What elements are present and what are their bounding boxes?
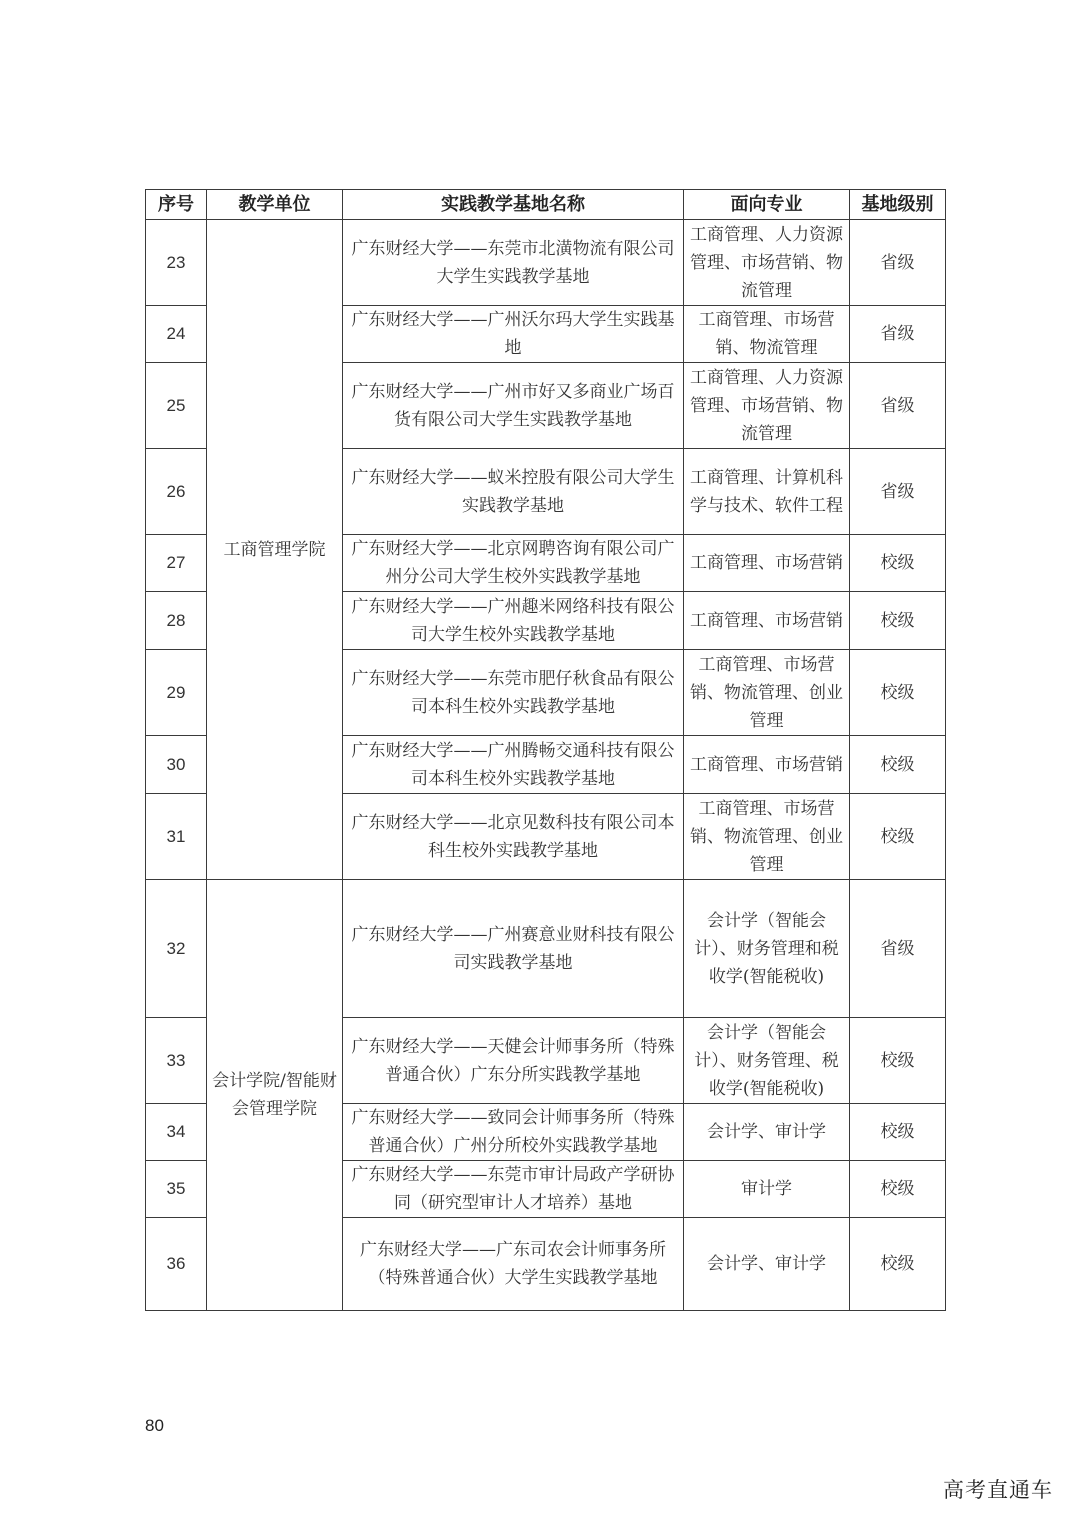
header-teaching-unit: 教学单位	[207, 190, 343, 220]
page-number: 80	[145, 1416, 164, 1435]
cell-target-major: 会计学、审计学	[684, 1104, 850, 1161]
cell-base-name: 广东财经大学——广州沃尔玛大学生实践基地	[343, 306, 684, 363]
cell-base-name: 广东财经大学——广东司农会计师事务所（特殊普通合伙）大学生实践教学基地	[343, 1218, 684, 1311]
cell-target-major: 工商管理、市场营销	[684, 535, 850, 592]
cell-base-level: 校级	[850, 1018, 946, 1104]
header-base-level: 基地级别	[850, 190, 946, 220]
cell-base-level: 校级	[850, 736, 946, 794]
cell-serial-no: 30	[146, 736, 207, 794]
cell-serial-no: 31	[146, 794, 207, 880]
table-row	[146, 880, 946, 1018]
cell-base-name: 广东财经大学——广州市好又多商业广场百货有限公司大学生实践教学基地	[343, 363, 684, 449]
cell-base-name: 广东财经大学——蚁米控股有限公司大学生实践教学基地	[343, 449, 684, 535]
table-header-row	[146, 190, 946, 220]
cell-base-name: 广东财经大学——致同会计师事务所（特殊普通合伙）广州分所校外实践教学基地	[343, 1104, 684, 1161]
cell-target-major: 工商管理、人力资源管理、市场营销、物流管理	[684, 220, 850, 306]
header-base-name: 实践教学基地名称	[343, 190, 684, 220]
cell-serial-no: 27	[146, 535, 207, 592]
cell-target-major: 工商管理、市场营销	[684, 736, 850, 794]
cell-base-level: 省级	[850, 306, 946, 363]
practice-base-table	[145, 189, 946, 1311]
cell-base-level: 校级	[850, 794, 946, 880]
cell-serial-no: 28	[146, 592, 207, 650]
table-body	[146, 220, 946, 1311]
cell-target-major: 工商管理、市场营销、物流管理、创业管理	[684, 650, 850, 736]
cell-target-major: 会计学（智能会计）、财务管理、税收学(智能税收)	[684, 1018, 850, 1104]
cell-base-level: 校级	[850, 650, 946, 736]
cell-base-name: 广东财经大学——东莞市北潢物流有限公司大学生实践教学基地	[343, 220, 684, 306]
cell-base-name: 广东财经大学——天健会计师事务所（特殊普通合伙）广东分所实践教学基地	[343, 1018, 684, 1104]
cell-serial-no: 32	[146, 880, 207, 1018]
cell-serial-no: 24	[146, 306, 207, 363]
cell-serial-no: 25	[146, 363, 207, 449]
cell-base-name: 广东财经大学——北京网聘咨询有限公司广州分公司大学生校外实践教学基地	[343, 535, 684, 592]
cell-target-major: 会计学、审计学	[684, 1218, 850, 1311]
cell-base-level: 校级	[850, 1218, 946, 1311]
cell-serial-no: 29	[146, 650, 207, 736]
watermark: 高考直通车	[943, 1478, 1053, 1502]
cell-base-name: 广东财经大学——广州腾畅交通科技有限公司本科生校外实践教学基地	[343, 736, 684, 794]
table-row	[146, 220, 946, 306]
cell-target-major: 工商管理、市场营销	[684, 592, 850, 650]
header-target-major: 面向专业	[684, 190, 850, 220]
cell-target-major: 工商管理、计算机科学与技术、软件工程	[684, 449, 850, 535]
cell-base-level: 省级	[850, 880, 946, 1018]
cell-base-level: 省级	[850, 449, 946, 535]
cell-target-major: 会计学（智能会计）、财务管理和税收学(智能税收)	[684, 880, 850, 1018]
cell-target-major: 工商管理、人力资源管理、市场营销、物流管理	[684, 363, 850, 449]
cell-serial-no: 23	[146, 220, 207, 306]
cell-base-name: 广东财经大学——东莞市审计局政产学研协同（研究型审计人才培养）基地	[343, 1161, 684, 1218]
header-serial-no: 序号	[146, 190, 207, 220]
cell-base-level: 校级	[850, 592, 946, 650]
cell-target-major: 工商管理、市场营销、物流管理	[684, 306, 850, 363]
cell-serial-no: 34	[146, 1104, 207, 1161]
cell-base-level: 省级	[850, 363, 946, 449]
cell-serial-no: 33	[146, 1018, 207, 1104]
cell-base-name: 广东财经大学——广州赛意业财科技有限公司实践教学基地	[343, 880, 684, 1018]
cell-target-major: 工商管理、市场营销、物流管理、创业管理	[684, 794, 850, 880]
cell-base-level: 校级	[850, 1104, 946, 1161]
cell-base-name: 广东财经大学——东莞市肥仔秋食品有限公司本科生校外实践教学基地	[343, 650, 684, 736]
cell-base-name: 广东财经大学——北京见数科技有限公司本科生校外实践教学基地	[343, 794, 684, 880]
cell-serial-no: 35	[146, 1161, 207, 1218]
cell-base-level: 省级	[850, 220, 946, 306]
cell-target-major: 审计学	[684, 1161, 850, 1218]
cell-base-name: 广东财经大学——广州趣米网络科技有限公司大学生校外实践教学基地	[343, 592, 684, 650]
cell-base-level: 校级	[850, 1161, 946, 1218]
cell-base-level: 校级	[850, 535, 946, 592]
cell-teaching-unit: 工商管理学院	[207, 220, 343, 880]
cell-serial-no: 36	[146, 1218, 207, 1311]
cell-serial-no: 26	[146, 449, 207, 535]
cell-teaching-unit: 会计学院/智能财会管理学院	[207, 880, 343, 1311]
